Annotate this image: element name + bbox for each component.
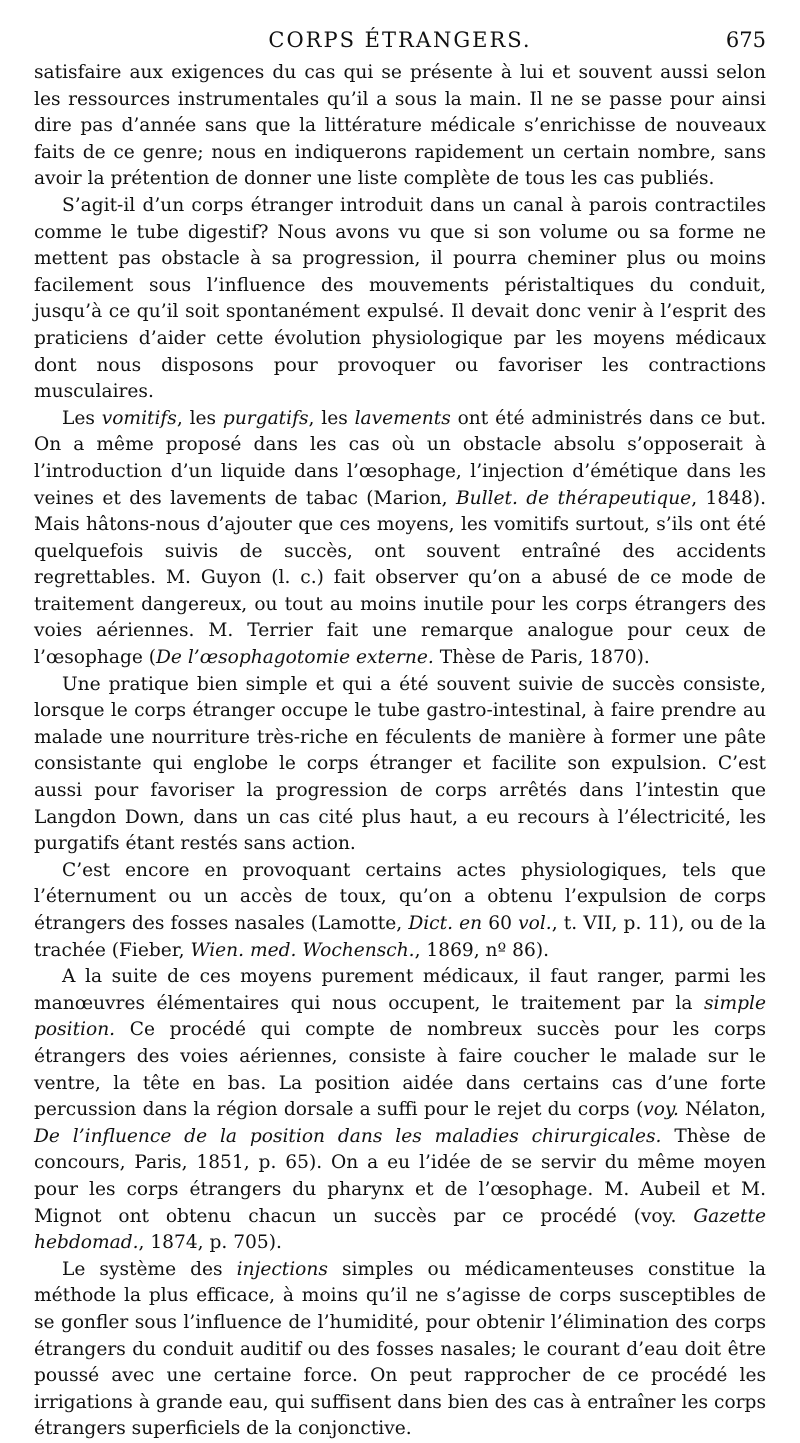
page-number: 675 bbox=[725, 28, 766, 52]
italic-run: vomitifs bbox=[101, 407, 177, 429]
text-run: Les bbox=[62, 407, 102, 429]
text-run: Le système des bbox=[62, 1258, 237, 1280]
paragraph-6 bbox=[34, 964, 766, 1257]
italic-run: simple position. bbox=[34, 992, 766, 1041]
running-header bbox=[34, 26, 766, 56]
italic-run: vol. bbox=[518, 913, 552, 934]
text-run: , les bbox=[176, 407, 223, 429]
text-run: Ce procédé qui compte de nombreux succès pour les corps étrangers des voies aériennes, consiste à faire coucher le malade sur le ventre, la tête en bas. La position aidée dans certains cas d’une forte percussion dans la région dorsale a suffi pour le rejet du corps ( bbox=[34, 1019, 766, 1121]
text-run: S’agit-il d’un corps étranger introduit dans un canal à parois contractiles comme le tube digestif? Nous avons vu que si son volume ou sa forme ne mettent pas obstacle à sa progression, il pourra cheminer plus ou moins facilement sous l’influence des mouvements péristaltiques du conduit, jusqu’à ce qu’il soit spontanément expulsé. Il devait donc venir à l’esprit des praticiens d’aider cette évolution physiologique par les moyens médicaux dont nous disposons pour provoquer ou favoriser les contractions musculaires. bbox=[34, 194, 766, 403]
italic-run: injections bbox=[236, 1258, 328, 1280]
italic-run: purgatifs bbox=[222, 407, 309, 429]
text-run: satisfaire aux exigences du cas qui se présente à lui et souvent aussi selon les ressources instrumentales qu’il a sous la main. Il ne se passe pour ainsi dire pas d’année sans que la littérature médicale s’enrichisse de nouveaux faits de ce genre; nous en indiquerons rapidement un certain nombre, sans avoir la prétention de donner une liste complète de tous les cas publiés. bbox=[34, 62, 766, 190]
running-title: CORPS ÉTRANGERS. bbox=[268, 28, 532, 52]
italic-run: De l’œsophagotomie externe. bbox=[156, 647, 434, 669]
italic-run: Gazette hebdomad. bbox=[34, 1205, 766, 1254]
paragraph-5 bbox=[34, 858, 766, 964]
italic-run: De l’influence de la position dans les maladies chirurgicales. bbox=[34, 1125, 662, 1147]
body-text bbox=[34, 60, 766, 1443]
text-run: A la suite de ces moyens purement médicaux, il faut ranger, parmi les manœuvres élémentaires qui nous occupent, le traitement par la bbox=[34, 966, 766, 1014]
text-run: , les bbox=[308, 407, 355, 429]
paragraph-4 bbox=[34, 672, 766, 858]
text-run: Nélaton, bbox=[678, 1099, 766, 1121]
text-run: , 1869, nº 86). bbox=[414, 939, 550, 961]
text-run: Une pratique bien simple et qui a été souvent suivie de succès consiste, lorsque le corps étranger occupe le tube gastro-intestinal, à faire prendre au malade une nourriture très-riche en féculents de manière à former une pâte consistante qui englobe le corps étranger et facilite son expulsion. C’est aussi pour favoriser la progression de corps arrêtés dans l’intestin que Langdon Down, dans un cas cité plus haut, a eu recours à l’électricité, les purgatifs étant restés sans action. bbox=[34, 673, 766, 855]
paragraph-3 bbox=[34, 406, 766, 672]
text-run: , 1874, p. 705). bbox=[138, 1232, 282, 1254]
paragraph-1 bbox=[34, 60, 766, 193]
italic-run: lavements bbox=[354, 407, 451, 429]
italic-run: Dict. en bbox=[408, 913, 483, 934]
text-run: 60 bbox=[482, 913, 519, 934]
text-run: , 1848). Mais hâtons-nous d’ajouter que ces moyens, les vomitifs surtout, s’ils ont été quelquefois suivis de succès, ont souvent entraîné des accidents regrettables. M. Guyon (l. c.) fait observer qu’on a abusé de ce mode de traitement dangereux, ou tout au moins inutile pour les corps étrangers des voies aériennes. M. Terrier fait une remarque analogue pour ceux de l’œsophage ( bbox=[34, 487, 766, 669]
paragraph-7 bbox=[34, 1257, 766, 1443]
italic-run: voy. bbox=[643, 1099, 679, 1121]
text-run: Thèse de Paris, 1870). bbox=[433, 647, 650, 669]
text-run: C’est encore en provoquant certains actes physiologiques, tels que l’éternument ou un accès de toux, qu’on a obtenu l’expulsion de corps étrangers des fosses nasales (Lamotte, bbox=[34, 859, 766, 934]
italic-run: Wien. med. Wochensch. bbox=[190, 939, 415, 961]
text-run: simples ou médicamenteuses constitue la méthode la plus efficace, à moins qu’il ne s’agisse de corps susceptibles de se gonfler sous l’influence de l’humidité, pour obtenir l’élimination des corps étrangers du conduit auditif ou des fosses nasales; le courant d’eau doit être poussé avec une certaine force. On peut rapprocher de ce procédé les irrigations à grande eau, qui suffisent dans bien des cas à entraîner les corps étrangers superficiels de la conjonctive. bbox=[34, 1258, 766, 1440]
text-run: , t. VII, p. 11), ou de la trachée (Fieber, bbox=[34, 913, 766, 961]
text-run: Thèse de concours, Paris, 1851, p. 65). On a eu l’idée de se servir du même moyen pour les corps étrangers du pharynx et de l’œsophage. M. Aubeil et M. Mignot ont obtenu chacun un succès par ce procédé (voy. bbox=[34, 1125, 767, 1227]
text-run: ont été administrés dans ce but. On a même proposé dans les cas où un obstacle absolu s’opposerait à l’introduction d’un liquide dans l’œsophage, l’injection d’émétique dans les veines et des lavements de tabac (Marion, bbox=[34, 407, 766, 509]
italic-run: Bullet. de thérapeutique bbox=[455, 487, 692, 509]
paragraph-2 bbox=[34, 193, 766, 406]
